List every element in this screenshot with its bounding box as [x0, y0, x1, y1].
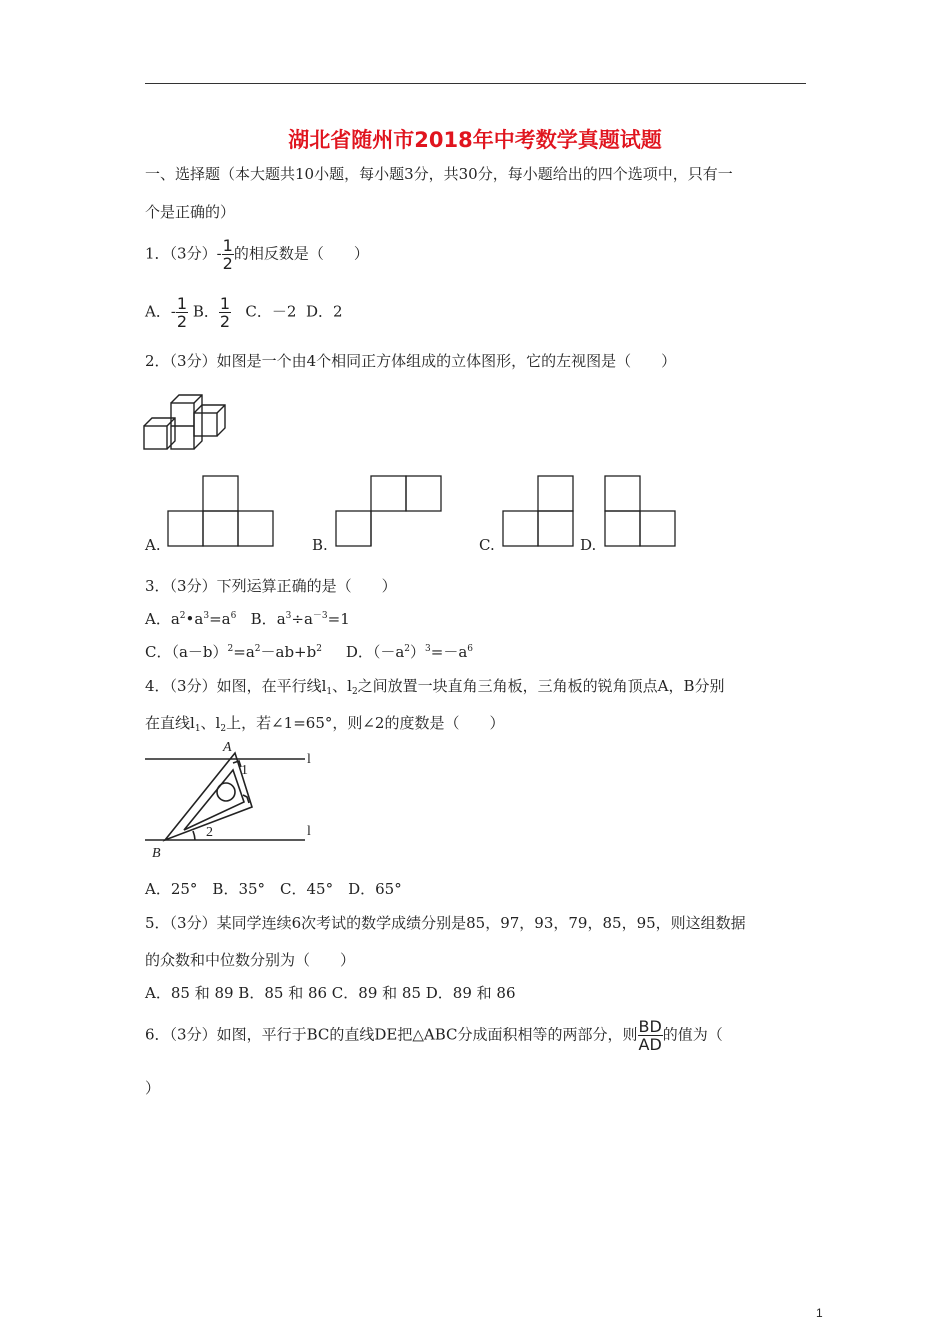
svg-text:1: 1 [241, 763, 248, 778]
q2-option-a-figure [168, 475, 278, 549]
q2-option-c-figure [503, 475, 578, 549]
question-5-options: A．85 和 89 B．85 和 86 C．89 和 85 D．89 和 86 [145, 984, 516, 1002]
question-6-line2: ） [145, 1079, 161, 1097]
fraction-one-half: $\frac{1}{2}$ [222, 236, 233, 273]
svg-text:2: 2 [206, 825, 213, 840]
option-a-fraction: $\frac{1}{2}$ [176, 294, 188, 331]
svg-text:l: l [307, 752, 311, 767]
question-1: 1．（3分）- $\frac{1}{2}$ 的相反数是（ ） [145, 236, 369, 273]
question-4-line2: 在直线$l_1$、$l_2$上，若∠1=65°，则∠2的度数是（ ） [145, 714, 505, 734]
q2-option-d-label: D. [580, 536, 597, 554]
q2-option-b-figure [336, 475, 446, 549]
question-2: 2．（3分）如图是一个由4个相同正方体组成的立体图形，它的左视图是（ ） [145, 352, 677, 370]
option-b-fraction: $\frac{1}{2}$ [219, 294, 231, 331]
question-3-options-cd: C．$(a-b)^2=a^2-ab+b^2$ D．$(-a^2)^3=-a^6$ [145, 643, 474, 661]
svg-text:l: l [307, 824, 311, 839]
fraction-bd-ad: $\frac{BD}{AD}$ [638, 1017, 662, 1054]
q2-option-d-figure [605, 475, 680, 549]
page-title: 湖北省随州市2018年中考数学真题试题 [288, 128, 662, 152]
question-6: 6．（3分）如图，平行于BC的直线DE把△ABC分成面积相等的两部分，则 $\frac{BD}{AD}$ 的值为（ [145, 1017, 723, 1054]
question-3: 3．（3分）下列运算正确的是（ ） [145, 577, 397, 595]
parallel-lines-triangle-figure [140, 735, 330, 860]
section-heading-line1: 一、选择题（本大题共10小题，每小题3分，共30分，每小题给出的四个选项中，只有一 [145, 165, 733, 183]
question-4-line1: 4．（3分）如图，在平行线$l_1$、$l_2$之间放置一块直角三角板，三角板的锐角顶点A，B分别 [145, 677, 725, 697]
question-5-line1: 5．（3分）某同学连续6次考试的数学成绩分别是85，97，93，79，85，95，则这组数据 [145, 914, 746, 932]
q2-option-a-label: A. [145, 536, 161, 554]
question-1-options: A．- $\frac{1}{2}$ B． $\frac{1}{2}$ C．－2 D．2 [145, 294, 343, 331]
svg-text:B: B [152, 846, 161, 861]
svg-text:A: A [223, 740, 232, 755]
question-4-options: A．25° B．35° C．45° D．65° [145, 880, 402, 898]
page-number: 1 [816, 1306, 823, 1320]
question-5-line2: 的众数和中位数分别为（ ） [145, 951, 356, 969]
section-heading-line2: 个是正确的） [145, 203, 236, 221]
header-rule [145, 83, 806, 84]
q2-option-b-label: B. [312, 536, 328, 554]
q2-option-c-label: C. [479, 536, 495, 554]
question-3-options-ab: A．$a^2•a^3=a^6$ B．$a^3\div a^{-3}=1$ [145, 610, 350, 628]
cube-stack-figure [140, 378, 230, 456]
